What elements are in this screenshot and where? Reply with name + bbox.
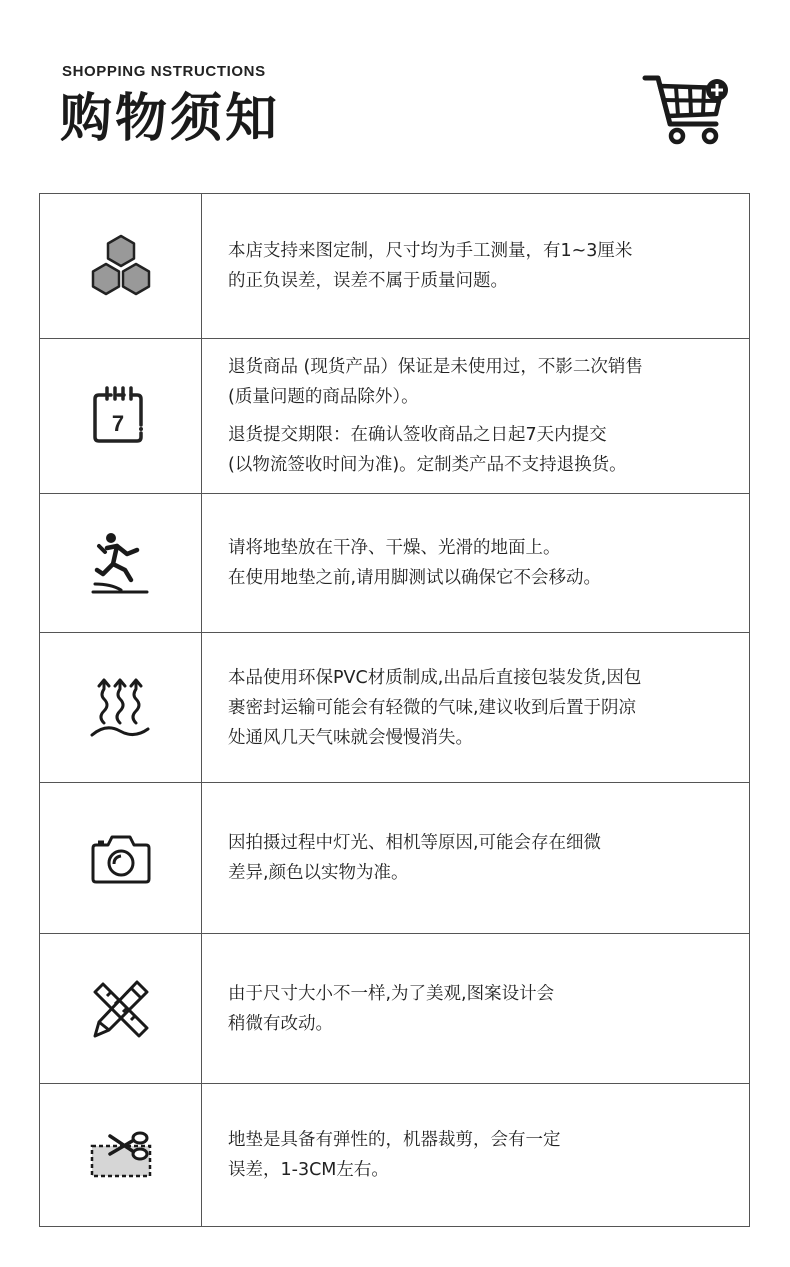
calendar-7-icon xyxy=(91,385,151,447)
page-subtitle: SHOPPING NSTRUCTIONS xyxy=(62,63,266,80)
row-text-line: 差异,颜色以实物为准。 xyxy=(228,863,409,883)
slip-warning-icon xyxy=(91,530,151,596)
row-text-line: 退货商品 (现货产品）保证是未使用过，不影二次销售 xyxy=(228,357,643,377)
row-text-line: 裹密封运输可能会有轻微的气味,建议收到后置于阴凉 xyxy=(228,697,637,718)
row-text-line: 由于尺寸大小不一样,为了美观,图案设计会 xyxy=(228,983,555,1004)
instruction-row-design xyxy=(40,934,749,1084)
pencil-ruler-icon xyxy=(89,978,153,1040)
row-text-line: 的正负误差，误差不属于质量问题。 xyxy=(228,271,508,291)
scissors-cut-icon xyxy=(88,1128,154,1182)
instruction-row-odor xyxy=(40,633,749,783)
row-text-line: 稍微有改动。 xyxy=(228,1013,333,1034)
odor-vapor-icon xyxy=(90,675,152,741)
instruction-row-photo xyxy=(40,783,749,934)
page-title: 购物须知 xyxy=(60,89,281,149)
row-text-line: 处通风几天气味就会慢慢消失。 xyxy=(228,727,473,748)
instruction-row-placement xyxy=(40,494,749,633)
row-text-line: 在使用地垫之前,请用脚测试以确保它不会移动。 xyxy=(228,568,602,588)
row-text-line: 本品使用环保PVC材质制成,出品后直接包装发货,因包 xyxy=(228,667,642,688)
instruction-row-custom-size xyxy=(40,194,749,339)
instruction-row-cutting xyxy=(40,1084,749,1227)
calendar-day-number: 7 xyxy=(111,411,124,436)
row-text-line: 误差，1-3CM左右。 xyxy=(228,1160,389,1180)
row-text-line: 因拍摄过程中灯光、相机等原因,可能会存在细微 xyxy=(228,833,602,853)
row-text-line: 本店支持来图定制，尺寸均为手工测量，有1~3厘米 xyxy=(228,241,633,261)
row-text-line: 请将地垫放在干净、干燥、光滑的地面上。 xyxy=(228,538,561,558)
shopping-cart-icon xyxy=(640,70,730,150)
instruction-row-returns xyxy=(40,339,749,494)
camera-icon xyxy=(90,831,152,885)
row-text-line: 地垫是具备有弹性的，机器裁剪，会有一定 xyxy=(228,1130,561,1150)
row-text-line: (以物流签收时间为准)。定制类产品不支持退换货。 xyxy=(228,455,627,475)
row-text-line: (质量问题的商品除外）。 xyxy=(228,387,419,407)
row-text-line: 退货提交期限：在确认签收商品之日起7天内提交 xyxy=(228,425,607,445)
hexagon-cluster-icon xyxy=(88,233,154,299)
instructions-table xyxy=(39,193,750,1227)
